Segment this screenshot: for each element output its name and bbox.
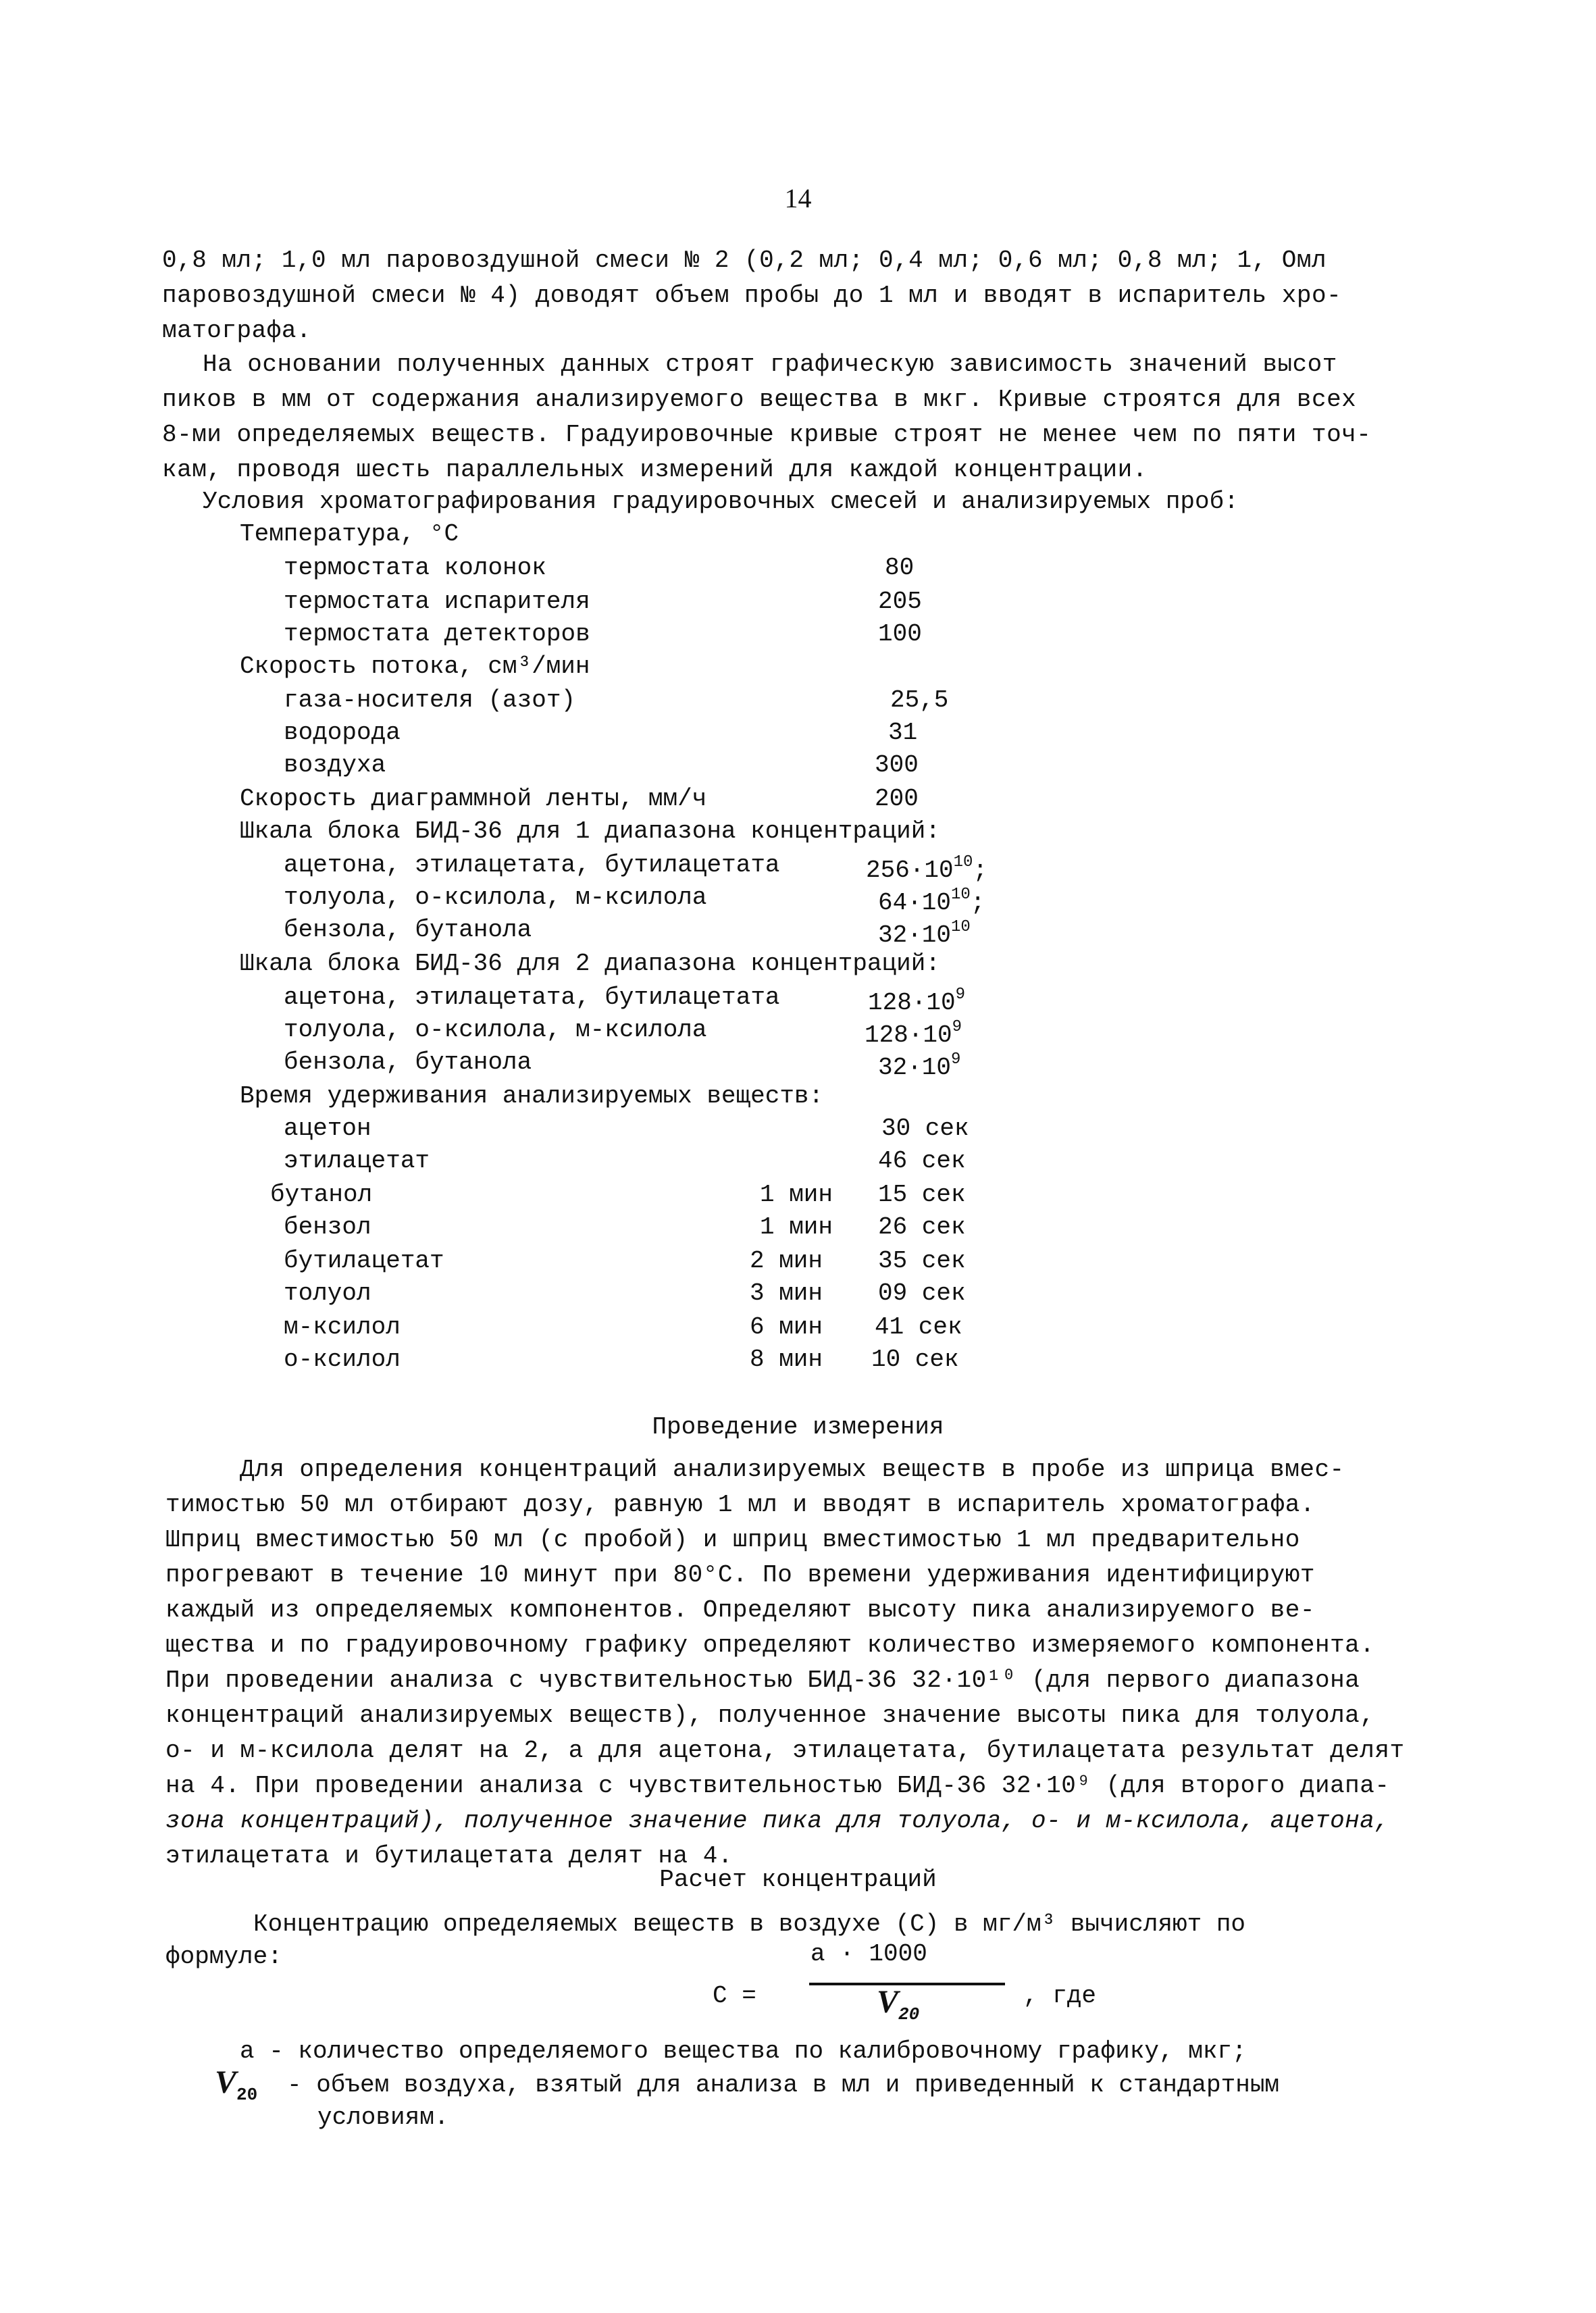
intro-paragraph [162, 243, 1445, 349]
retention-row-label: о-ксилол [284, 1346, 401, 1373]
formula-numerator: a · 1000 [810, 1940, 927, 1968]
scale-row-value: $128\cdot 10^9$ [865, 1018, 962, 1049]
retention-row-min: 1 мин [760, 1213, 833, 1241]
text-line: прогревают в течение 10 минут при 80°С. По времени удерживания идентифицируют [165, 1561, 1315, 1589]
retention-row-label: бензол [284, 1213, 371, 1241]
page-number: 14 [784, 183, 812, 213]
temp-row-value: 80 [885, 554, 915, 582]
flow-row-value: 31 [888, 719, 918, 746]
text-line: каждый из определяемых компонентов. Определяют высоту пика анализируемого ве- [165, 1596, 1315, 1624]
retention-row-min: 6 мин [750, 1313, 823, 1341]
scale-row-value: $128\cdot 10^9$ [868, 986, 966, 1017]
scale-row-value: $64\cdot 10^{10}$; [878, 886, 985, 917]
flow-row-value: 25,5 [890, 686, 949, 714]
text-line: На основании полученных данных строят графическую зависимость значений высот [203, 351, 1337, 378]
retention-row-label: этилацетат [284, 1147, 430, 1175]
scale1-label: Шкала блока БИД-36 для 1 диапазона концентраций: [240, 817, 940, 845]
text-line: 0,8 мл; 1,0 мл паровоздушной смеси № 2 (0,2 мл; 0,4 мл; 0,6 мл; 0,8 мл; 1, Омл [162, 247, 1327, 274]
measurement-heading: Проведение измерения [652, 1413, 944, 1441]
retention-row-sec: 09 сек [878, 1279, 966, 1307]
text-line: пиков в мм от содержания анализируемого вещества в мкг. Кривые строятся для всех [162, 386, 1357, 413]
retention-row-min: 1 мин [760, 1181, 833, 1209]
retention-row-sec: 15 сек [878, 1181, 966, 1209]
text-line: Шприц вместимостью 50 мл (с пробой) и шприц вместимостью 1 мл предварительно [165, 1526, 1300, 1554]
calc-intro-line: формуле: [165, 1943, 282, 1971]
retention-row-sec: 46 сек [878, 1147, 966, 1175]
retention-row-min: 8 мин [750, 1346, 823, 1373]
retention-row-label: бутанол [270, 1181, 373, 1209]
calc-heading: Расчет концентраций [659, 1866, 937, 1893]
temperature-label: Температура, °С [240, 520, 459, 548]
definition-v-cont: условиям. [317, 2104, 449, 2131]
retention-row-sec: 10 сек [871, 1346, 959, 1373]
formula-denominator: $V_{20}$ [877, 1984, 920, 2025]
scale-row-value: $32\cdot 10^{10}$ [878, 918, 971, 949]
retention-row-sec: 41 сек [875, 1313, 962, 1341]
scale-row-label: толуола, о-ксилола, м-ксилола [284, 1016, 707, 1044]
scale-row-label: ацетона, этилацетата, бутилацетата [284, 851, 780, 879]
text-line: 8-ми определяемых веществ. Градуировочные кривые строят не менее чем по пяти точ- [162, 421, 1372, 449]
measurement-paragraph [165, 1452, 1456, 1874]
text-line: тимостью 50 мл отбирают дозу, равную 1 мл и вводят в испаритель хроматографа. [165, 1491, 1315, 1519]
tape-speed-value: 200 [875, 785, 919, 813]
temp-row-label: термостата колонок [284, 554, 546, 582]
text-line: паровоздушной смеси № 4) доводят объем пробы до 1 мл и вводят в испаритель хро- [162, 282, 1342, 309]
text-line: концентраций анализируемых веществ), полученное значение высоты пика для толуола, [165, 1702, 1375, 1729]
temp-row-value: 205 [878, 588, 922, 615]
definition-a: а - количество определяемого вещества по калибровочному графику, мкг; [240, 2037, 1247, 2065]
retention-row-sec: 30 сек [881, 1115, 969, 1142]
text-line: на 4. При проведении анализа с чувствительностью БИД-36 32·10⁹ (для второго диапа- [165, 1772, 1390, 1800]
formula-where: , где [1023, 1982, 1097, 2010]
text-line: При проведении анализа с чувствительностью БИД-36 32·10¹⁰ (для первого диапазона [165, 1667, 1360, 1694]
formula-lhs: С = [713, 1982, 756, 2010]
flow-row-label: газа-носителя (азот) [284, 686, 576, 714]
calc-intro-line: Концентрацию определяемых веществ в воздухе (С) в мг/м³ вычисляют по [253, 1910, 1246, 1938]
text-line: о- и м-ксилола делят на 2, а для ацетона, этилацетата, бутилацетата результат делят [165, 1737, 1405, 1764]
retention-row-label: толуол [284, 1279, 371, 1307]
retention-row-min: 2 мин [750, 1247, 823, 1275]
calibration-paragraph [162, 347, 1445, 488]
conditions-title: Условия хроматографирования градуировочных смесей и анализируемых проб: [203, 488, 1239, 515]
text-line: зона концентраций), полученное значение пика для толуола, о- и м-ксилола, ацетона, [165, 1807, 1390, 1835]
scale-row-label: толуола, о-ксилола, м-ксилола [284, 884, 707, 911]
scale-row-value: $256\cdot 10^{10}$; [866, 853, 988, 884]
temp-row-label: термостата детекторов [284, 620, 590, 648]
retention-row-label: бутилацетат [284, 1247, 444, 1275]
flow-label: Скорость потока, см³/мин [240, 653, 590, 680]
text-line: щества и по градуировочному графику определяют количество измеряемого компонента. [165, 1631, 1375, 1659]
scale-row-label: бензола, бутанола [284, 1048, 532, 1076]
retention-row-min: 3 мин [750, 1279, 823, 1307]
text-line: этилацетата и бутилацетата делят на 4. [165, 1842, 733, 1870]
retention-row-sec: 26 сек [878, 1213, 966, 1241]
definition-v-symbol: $V_{20}$ [215, 2064, 258, 2105]
text-line: матографа. [162, 317, 312, 345]
flow-row-label: водорода [284, 719, 401, 746]
tape-speed-label: Скорость диаграммной ленты, мм/ч [240, 785, 707, 813]
scale-row-label: ацетона, этилацетата, бутилацетата [284, 984, 780, 1011]
definition-v: - объем воздуха, взятый для анализа в мл и приведенный к стандартным [287, 2071, 1280, 2099]
scale2-label: Шкала блока БИД-36 для 2 диапазона концентраций: [240, 950, 940, 977]
retention-row-sec: 35 сек [878, 1247, 966, 1275]
retention-label: Время удерживания анализируемых веществ: [240, 1082, 824, 1110]
flow-row-label: воздуха [284, 751, 386, 779]
retention-row-label: ацетон [284, 1115, 371, 1142]
scale-row-value: $32\cdot 10^9$ [878, 1050, 961, 1082]
temp-row-value: 100 [878, 620, 922, 648]
retention-row-label: м-ксилол [284, 1313, 401, 1341]
flow-row-value: 300 [875, 751, 919, 779]
text-line: Для определения концентраций анализируемых веществ в пробе из шприца вмес- [240, 1456, 1345, 1483]
scale-row-label: бензола, бутанола [284, 916, 532, 944]
temp-row-label: термостата испарителя [284, 588, 590, 615]
text-line: кам, проводя шесть параллельных измерений для каждой концентрации. [162, 456, 1148, 484]
